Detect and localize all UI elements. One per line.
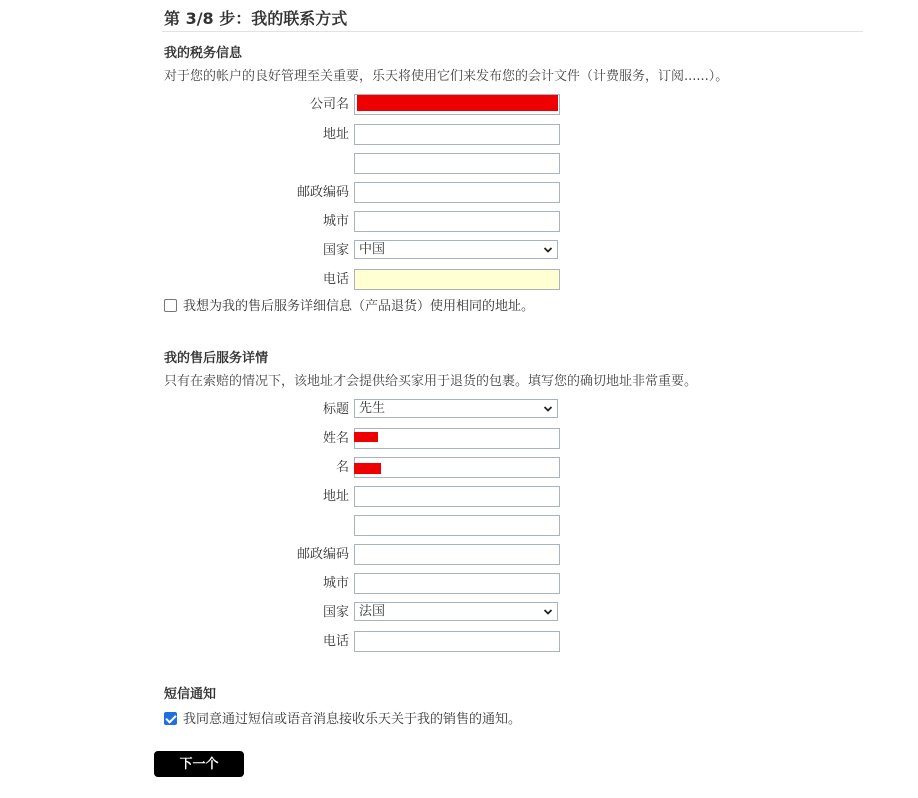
as-postcode-label: 邮政编码	[296, 547, 349, 562]
address-label: 地址	[322, 127, 349, 142]
country-label: 国家	[322, 243, 349, 258]
firstname-label: 名	[335, 460, 349, 475]
country-selected-value: 中国	[359, 242, 386, 257]
page-title: 第 3/8 步：我的联系方式	[164, 9, 348, 28]
aftersales-section-title: 我的售后服务详情	[164, 351, 269, 366]
address-row	[0, 124, 918, 146]
city-row	[0, 211, 918, 233]
chevron-down-icon	[543, 245, 553, 255]
as-address-row	[0, 486, 918, 508]
title-divider	[162, 31, 863, 32]
phone-input[interactable]	[354, 269, 560, 290]
sms-consent-checkbox[interactable]	[164, 712, 177, 725]
lastname-input[interactable]	[354, 428, 560, 449]
city-input[interactable]	[354, 211, 560, 232]
title-label: 标题	[322, 402, 349, 417]
as-address-line2-input[interactable]	[354, 515, 560, 536]
as-country-selected-value: 法国	[359, 604, 386, 619]
chevron-down-icon	[543, 404, 553, 414]
title-selected-value: 先生	[359, 401, 386, 416]
as-country-row	[0, 602, 918, 624]
as-city-input[interactable]	[354, 573, 560, 594]
tax-section-description: 对于您的帐户的良好管理至关重要，乐天将使用它们来发布您的会计文件（计费服务，订阅......）。	[164, 69, 729, 84]
firstname-input[interactable]	[354, 457, 560, 478]
postcode-row	[0, 182, 918, 204]
sms-consent-option[interactable]	[164, 712, 521, 728]
as-country-label: 国家	[322, 605, 349, 620]
address2-row	[0, 153, 918, 175]
next-button[interactable]: 下一个	[154, 751, 244, 777]
aftersales-section-description: 只有在索赔的情况下，该地址才会提供给买家用于退货的包裹。填写您的确切地址非常重要。	[164, 374, 698, 389]
title-row	[0, 399, 918, 421]
company-input[interactable]	[354, 94, 560, 115]
as-city-row	[0, 573, 918, 595]
address-line2-input[interactable]	[354, 153, 560, 174]
city-label: 城市	[322, 214, 349, 229]
same-address-label: 我想为我的售后服务详细信息（产品退货）使用相同的地址。	[183, 299, 535, 314]
as-address2-row	[0, 515, 918, 537]
lastname-row	[0, 428, 918, 450]
lastname-label: 姓名	[322, 431, 349, 446]
as-phone-label: 电话	[322, 634, 349, 649]
as-phone-row	[0, 631, 918, 653]
postcode-label: 邮政编码	[296, 185, 349, 200]
redacted-first-name	[354, 463, 381, 474]
as-phone-input[interactable]	[354, 631, 560, 652]
redacted-last-name	[354, 432, 378, 442]
same-address-checkbox[interactable]	[164, 299, 177, 312]
as-address-input[interactable]	[354, 486, 560, 507]
company-row	[0, 94, 918, 116]
redacted-company-name	[357, 95, 558, 111]
postcode-input[interactable]	[354, 182, 560, 203]
same-address-option[interactable]	[164, 299, 534, 315]
country-select[interactable]	[354, 240, 558, 259]
firstname-row	[0, 457, 918, 479]
as-postcode-input[interactable]	[354, 544, 560, 565]
as-city-label: 城市	[322, 576, 349, 591]
company-label: 公司名	[309, 97, 349, 112]
phone-label: 电话	[322, 272, 349, 287]
sms-section-title: 短信通知	[164, 687, 217, 702]
address-input[interactable]	[354, 124, 560, 145]
chevron-down-icon	[543, 607, 553, 617]
sms-consent-label: 我同意通过短信或语音消息接收乐天关于我的销售的通知。	[183, 712, 522, 727]
as-postcode-row	[0, 544, 918, 566]
phone-row	[0, 269, 918, 291]
as-address-label: 地址	[322, 489, 349, 504]
tax-section-title: 我的税务信息	[164, 46, 243, 61]
as-country-select[interactable]	[354, 602, 558, 621]
country-row	[0, 240, 918, 262]
title-select[interactable]	[354, 399, 558, 418]
